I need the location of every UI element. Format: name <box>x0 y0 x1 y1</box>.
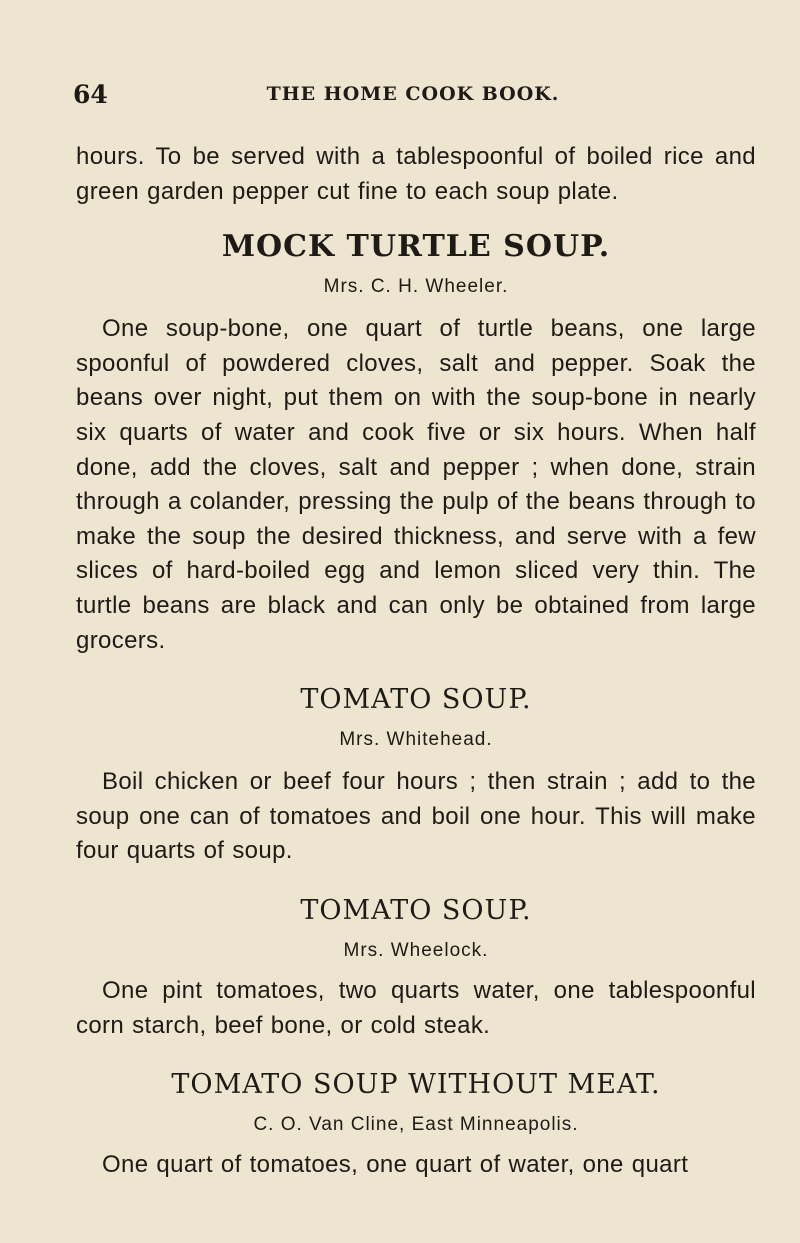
recipe-title: TOMATO SOUP WITHOUT MEAT. <box>171 1069 661 1101</box>
recipe-title: TOMATO SOUP. <box>300 684 532 716</box>
recipe-text: Boil chicken or beef four hours ; then strain ; add to the soup one can of tomatoes and boil one hour. This will make four quarts of soup. <box>76 768 756 865</box>
recipe-tomato-soup-wheelock <box>76 895 756 1043</box>
recipe-tomato-soup-without-meat <box>76 1069 756 1183</box>
recipe-text: One quart of tomatoes, one quart of water, one quart <box>102 1151 689 1179</box>
recipe-author: C. O. Van Cline, East Minneapolis. <box>253 1114 579 1136</box>
book-title: THE HOME COOK BOOK. <box>266 83 560 105</box>
page-content <box>76 140 756 1183</box>
recipe-text: One pint tomatoes, two quarts water, one tablespoonful corn starch, beef bone, or cold steak. <box>76 976 756 1039</box>
running-header <box>73 80 753 110</box>
recipe-mock-turtle-soup <box>76 229 756 658</box>
recipe-tomato-soup-whitehead <box>76 684 756 869</box>
recipe-title: TOMATO SOUP. <box>300 894 532 926</box>
page-number: 64 <box>73 80 108 109</box>
recipe-author: Mrs. Whitehead. <box>339 729 493 751</box>
continued-paragraph: hours. To be served with a tablespoonful of boiled rice and green garden pepper cut fine to each soup plate. <box>76 143 756 205</box>
recipe-author: Mrs. Wheelock. <box>343 939 489 961</box>
recipe-text: One soup-bone, one quart of turtle beans, one large spoonful of powdered cloves, salt and pepper. Soak the beans over night, put them on with the soup-bone in nearly six quarts of water and cook five or six hours. When half done, add the cloves, salt and pepper ; when done, strain through a colander, pressing the pulp of the beans through to make the soup the desired thickness, and serve with a few slices of hard-boiled egg and lemon sliced very thin. The turtle beans are black and can only be obtained from large grocers. <box>76 315 756 654</box>
recipe-title: MOCK TURTLE SOUP. <box>221 229 611 265</box>
recipe-author: Mrs. C. H. Wheeler. <box>323 276 509 298</box>
